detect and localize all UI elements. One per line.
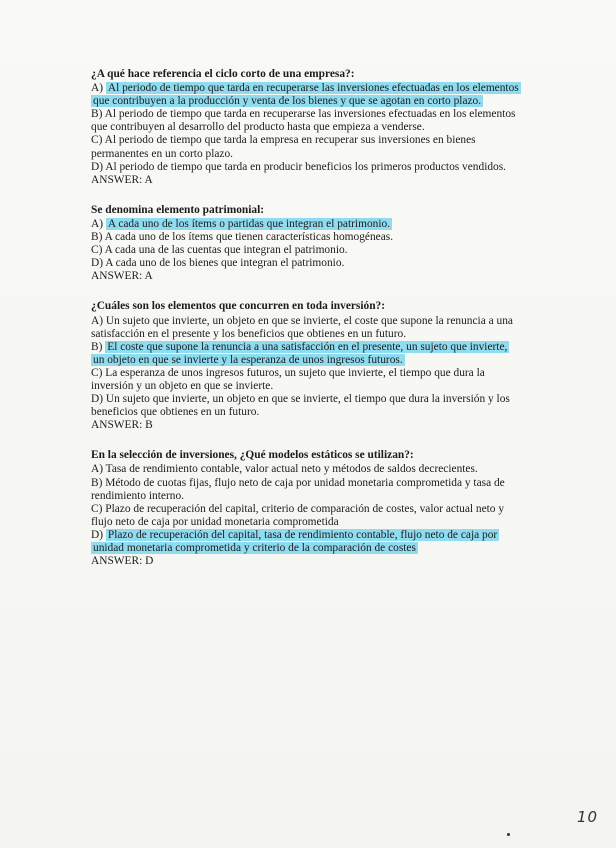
- scan-speck: [507, 833, 510, 836]
- answer-key: ANSWER: B: [91, 419, 153, 432]
- option-a: [91, 82, 521, 108]
- option-b: [91, 341, 521, 367]
- highlighted-answer: Plazo de recuperación del capital, tasa de rendimiento contable, flujo neto de caja por unidad monetaria comprometida y criterio de la comparación de costes: [93, 528, 498, 554]
- highlighted-answer: El coste que supone la renuncia a una satisfacción en el presente, un sujeto que invierte, un objeto en que se invierte y la esperanza de unos ingresos futuros.: [93, 340, 508, 366]
- answer-key: ANSWER: A: [91, 173, 153, 186]
- answer-key: ANSWER: D: [91, 555, 154, 568]
- highlighted-answer: A cada uno de los ítems o partidas que integran el patrimonio.: [107, 217, 391, 230]
- question-block: [91, 449, 521, 568]
- option-c: C) Plazo de recuperación del capital, criterio de comparación de costes, valor actual neto y flujo neto de caja por unidad monetaria comprometida: [91, 502, 505, 528]
- question-list: [91, 68, 521, 585]
- option-d: D) Un sujeto que invierte, un objeto en que se invierte, el tiempo que dura la inversión y los beneficios que obtienes en un futuro.: [91, 393, 510, 419]
- option-c: C) A cada una de las cuentas que integran el patrimonio.: [91, 244, 348, 257]
- option-c: C) La esperanza de unos ingresos futuros, un sujeto que invierte, el tiempo que dura la inversión y un objeto en que se invierte.: [91, 366, 485, 392]
- option-c: C) Al periodo de tiempo que tarda la empresa en recuperar sus inversiones en bienes permanentes en un corto plazo.: [91, 134, 476, 160]
- answer-key: ANSWER: A: [91, 270, 153, 283]
- question-title: En la selección de inversiones, ¿Qué modelos estáticos se utilizan?:: [91, 449, 414, 462]
- question-block: [91, 300, 521, 432]
- option-b: B) A cada uno de los ítems que tienen características homogéneas.: [91, 231, 394, 244]
- option-prefix: D): [91, 528, 106, 541]
- option-prefix: B): [91, 340, 106, 353]
- highlighted-answer: Al periodo de tiempo que tarda en recuperarse las inversiones efectuadas en los elementos que contribuyen a la producción y venta de los bienes y que se agotan en corto plazo.: [93, 82, 519, 108]
- question-title: ¿Cuáles son los elementos que concurren en toda inversión?:: [91, 300, 386, 313]
- option-prefix: A): [91, 82, 106, 95]
- option-d: D) Al periodo de tiempo que tarda en producir beneficios los primeros productos vendidos.: [91, 160, 507, 173]
- option-a: A) Un sujeto que invierte, un objeto en que se invierte, el coste que supone la renuncia a una satisfacción en el presente y los beneficios que obtienes en un futuro.: [91, 314, 513, 340]
- option-a: [91, 218, 521, 231]
- question-title: Se denomina elemento patrimonial:: [91, 203, 265, 216]
- option-a: A) Tasa de rendimiento contable, valor actual neto y métodos de saldos decrecientes.: [91, 463, 478, 476]
- option-b: B) Método de cuotas fijas, flujo neto de caja por unidad monetaria comprometida y tasa de rendimiento interno.: [91, 476, 505, 502]
- question-title: ¿A qué hace referencia el ciclo corto de una empresa?:: [91, 68, 355, 80]
- option-d: [91, 529, 521, 555]
- question-block: [91, 68, 521, 187]
- option-prefix: A): [91, 217, 106, 230]
- page-number: 10: [577, 808, 599, 826]
- option-b: B) Al periodo de tiempo que tarda en recuperarse las inversiones efectuadas en los elementos que contribuyen al desarrollo del producto hasta que empieza a venderse.: [91, 108, 516, 134]
- option-d: D) A cada uno de los bienes que integran el patrimonio.: [91, 257, 345, 270]
- question-block: [91, 204, 521, 284]
